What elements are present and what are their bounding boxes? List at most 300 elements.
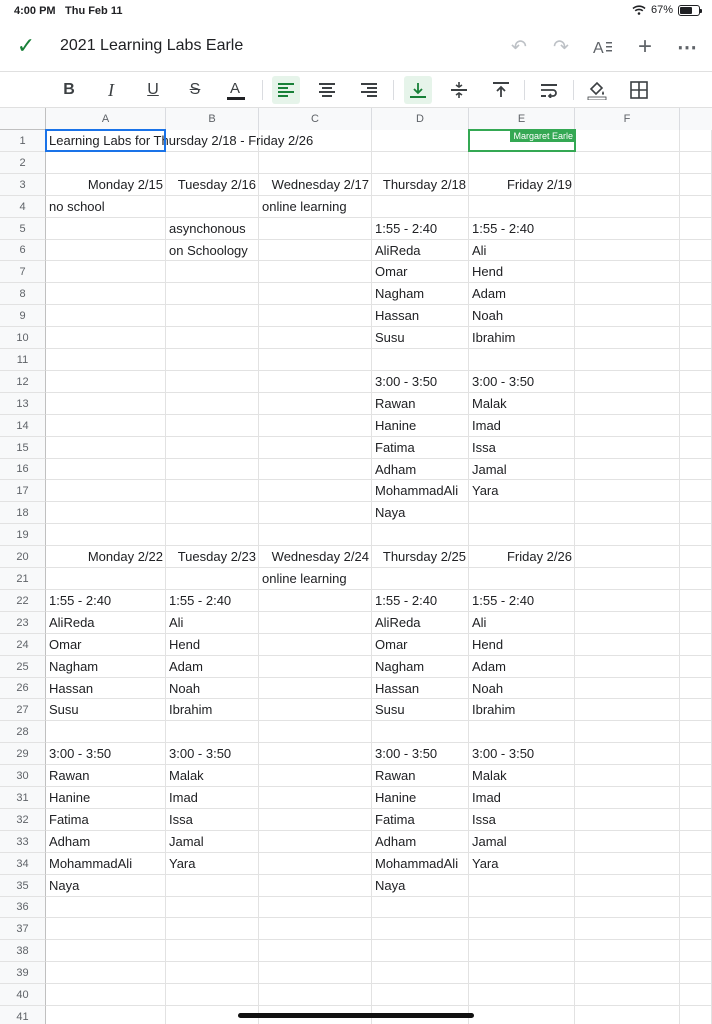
cell-text[interactable]: no school: [49, 199, 105, 214]
grid-cell[interactable]: [575, 831, 680, 853]
grid-cell[interactable]: [372, 984, 469, 1006]
grid-cell[interactable]: [166, 152, 259, 174]
cell-text[interactable]: MohammadAli: [375, 856, 459, 871]
grid-cell[interactable]: [680, 283, 712, 305]
cell-text[interactable]: Noah: [169, 681, 201, 696]
grid-cell[interactable]: [680, 196, 712, 218]
grid-cell[interactable]: [680, 765, 712, 787]
cell-text[interactable]: Naya: [375, 505, 406, 520]
cell-text[interactable]: Hassan: [49, 681, 94, 696]
grid-cell[interactable]: [46, 437, 166, 459]
grid-cell[interactable]: [46, 897, 166, 918]
grid-cell[interactable]: [575, 962, 680, 984]
grid-cell[interactable]: [166, 962, 259, 984]
undo-icon[interactable]: ↶: [511, 36, 527, 58]
grid-cell[interactable]: [259, 371, 372, 393]
grid-cell[interactable]: [575, 152, 680, 174]
row-header[interactable]: 13: [0, 393, 46, 415]
cell-text[interactable]: Issa: [472, 440, 496, 455]
cell-text[interactable]: Tuesday 2/16: [177, 177, 256, 192]
grid-cell[interactable]: [680, 502, 712, 524]
cell-text[interactable]: Friday 2/19: [506, 177, 572, 192]
cell-text[interactable]: 1:55 - 2:40: [375, 593, 438, 608]
wrap-text-icon[interactable]: [535, 76, 563, 104]
borders-icon[interactable]: [625, 76, 653, 104]
grid-cell[interactable]: [259, 393, 372, 415]
grid-cell[interactable]: [469, 524, 575, 546]
grid-cell[interactable]: [575, 459, 680, 480]
cell-text[interactable]: Hanine: [375, 418, 417, 433]
grid-cell[interactable]: [166, 568, 259, 590]
cell-text[interactable]: Omar: [49, 637, 82, 652]
cell-text[interactable]: 3:00 - 3:50: [472, 746, 535, 761]
grid-cell[interactable]: [46, 918, 166, 940]
row-header[interactable]: 25: [0, 656, 46, 678]
grid-cell[interactable]: [46, 524, 166, 546]
cell-text[interactable]: AliReda: [49, 615, 95, 630]
grid-cell[interactable]: [259, 875, 372, 897]
grid-cell[interactable]: [680, 327, 712, 349]
row-header[interactable]: 41: [0, 1006, 46, 1024]
cell-text[interactable]: Susu: [49, 702, 79, 717]
grid-cell[interactable]: [575, 918, 680, 940]
column-header-d[interactable]: D: [372, 108, 469, 130]
row-header[interactable]: 12: [0, 371, 46, 393]
grid-cell[interactable]: [680, 743, 712, 765]
grid-cell[interactable]: [575, 853, 680, 875]
cell-text[interactable]: Ibrahim: [472, 702, 516, 717]
grid-cell[interactable]: [46, 502, 166, 524]
row-header[interactable]: 34: [0, 853, 46, 875]
row-header[interactable]: 35: [0, 875, 46, 897]
grid-cell[interactable]: [166, 459, 259, 480]
spreadsheet-grid[interactable]: [0, 108, 712, 1024]
row-header[interactable]: 37: [0, 918, 46, 940]
cell-text[interactable]: Naya: [49, 878, 80, 893]
grid-cell[interactable]: [575, 568, 680, 590]
row-header[interactable]: 19: [0, 524, 46, 546]
grid-cell[interactable]: [575, 502, 680, 524]
grid-cell[interactable]: [259, 305, 372, 327]
grid-cell[interactable]: [680, 305, 712, 327]
grid-cell[interactable]: [259, 415, 372, 437]
column-header-a[interactable]: A: [46, 108, 166, 130]
row-header[interactable]: 40: [0, 984, 46, 1006]
grid-cell[interactable]: [46, 152, 166, 174]
grid-cell[interactable]: [259, 721, 372, 743]
grid-cell[interactable]: [259, 502, 372, 524]
grid-cell[interactable]: [680, 656, 712, 678]
grid-cell[interactable]: [469, 875, 575, 897]
grid-cell[interactable]: [259, 240, 372, 261]
row-header[interactable]: 26: [0, 678, 46, 699]
grid-cell[interactable]: [575, 240, 680, 261]
row-header[interactable]: 31: [0, 787, 46, 809]
cell-text[interactable]: Adam: [169, 659, 203, 674]
grid-cell[interactable]: [259, 283, 372, 305]
grid-cell[interactable]: [575, 940, 680, 962]
grid-cell[interactable]: [46, 371, 166, 393]
grid-cell[interactable]: [46, 327, 166, 349]
grid-cell[interactable]: [259, 634, 372, 656]
row-header[interactable]: 16: [0, 459, 46, 480]
grid-cell[interactable]: [259, 218, 372, 240]
grid-cell[interactable]: [469, 568, 575, 590]
select-all-corner[interactable]: [0, 108, 46, 130]
row-header[interactable]: 10: [0, 327, 46, 349]
grid-cell[interactable]: [680, 568, 712, 590]
row-header[interactable]: 2: [0, 152, 46, 174]
more-icon[interactable]: ⋯: [677, 36, 697, 59]
grid-cell[interactable]: [680, 240, 712, 261]
grid-cell[interactable]: [372, 918, 469, 940]
cell-text[interactable]: Fatima: [375, 812, 415, 827]
grid-cell[interactable]: [680, 853, 712, 875]
grid-cell[interactable]: [259, 480, 372, 502]
grid-cell[interactable]: [680, 174, 712, 196]
grid-cell[interactable]: [680, 480, 712, 502]
cell-text[interactable]: Wednesday 2/17: [271, 177, 369, 192]
grid-cell[interactable]: [575, 612, 680, 634]
grid-cell[interactable]: [680, 590, 712, 612]
row-header[interactable]: 39: [0, 962, 46, 984]
cell-text[interactable]: 3:00 - 3:50: [472, 374, 535, 389]
cell-text[interactable]: MohammadAli: [49, 856, 133, 871]
grid-cell[interactable]: [166, 897, 259, 918]
cell-text[interactable]: Jamal: [169, 834, 204, 849]
cell-text[interactable]: Ali: [472, 243, 487, 258]
grid-cell[interactable]: [680, 721, 712, 743]
grid-cell[interactable]: [166, 283, 259, 305]
valign-bottom-icon[interactable]: [404, 76, 432, 104]
grid-cell[interactable]: [259, 152, 372, 174]
cell-text[interactable]: Noah: [472, 308, 504, 323]
grid-cell[interactable]: [575, 678, 680, 699]
grid-cell[interactable]: [166, 721, 259, 743]
grid-cell[interactable]: [575, 480, 680, 502]
grid-cell[interactable]: [46, 984, 166, 1006]
grid-cell[interactable]: [575, 984, 680, 1006]
cell-text[interactable]: Thursday 2/25: [382, 549, 466, 564]
cell-text[interactable]: Imad: [472, 790, 501, 805]
grid-cell[interactable]: [259, 524, 372, 546]
cell-text[interactable]: Susu: [375, 330, 405, 345]
cell-text[interactable]: Fatima: [49, 812, 89, 827]
grid-cell[interactable]: [259, 678, 372, 699]
grid-cell[interactable]: [46, 568, 166, 590]
cell-text[interactable]: Nagham: [375, 659, 425, 674]
cell-text[interactable]: Hanine: [49, 790, 91, 805]
column-header-blank[interactable]: [680, 108, 712, 130]
row-header[interactable]: 9: [0, 305, 46, 327]
grid-cell[interactable]: [575, 349, 680, 371]
grid-cell[interactable]: [680, 787, 712, 809]
cell-text[interactable]: Issa: [169, 812, 193, 827]
grid-cell[interactable]: [469, 918, 575, 940]
grid-cell[interactable]: [166, 984, 259, 1006]
column-header-e[interactable]: E: [469, 108, 575, 130]
grid-cell[interactable]: [259, 327, 372, 349]
grid-cell[interactable]: [372, 349, 469, 371]
row-header[interactable]: 4: [0, 196, 46, 218]
cell-text[interactable]: Hassan: [375, 308, 420, 323]
grid-cell[interactable]: [166, 415, 259, 437]
grid-cell[interactable]: [575, 787, 680, 809]
grid-cell[interactable]: [680, 962, 712, 984]
cell-text[interactable]: Imad: [169, 790, 198, 805]
row-header[interactable]: 30: [0, 765, 46, 787]
grid-cell[interactable]: [680, 831, 712, 853]
grid-cell[interactable]: [469, 940, 575, 962]
cell-text[interactable]: Nagham: [375, 286, 425, 301]
grid-cell[interactable]: [575, 590, 680, 612]
grid-cell[interactable]: [575, 196, 680, 218]
cell-text[interactable]: 1:55 - 2:40: [472, 221, 535, 236]
row-header[interactable]: 11: [0, 349, 46, 371]
grid-cell[interactable]: [166, 502, 259, 524]
grid-cell[interactable]: [680, 261, 712, 283]
grid-cell[interactable]: [575, 130, 680, 152]
cell-text[interactable]: online learning: [262, 571, 347, 586]
grid-cell[interactable]: [680, 875, 712, 897]
grid-cell[interactable]: [259, 897, 372, 918]
grid-cell[interactable]: [259, 656, 372, 678]
cell-text[interactable]: Jamal: [472, 462, 507, 477]
grid-cell[interactable]: [469, 152, 575, 174]
cell-text[interactable]: Thursday 2/18: [382, 177, 466, 192]
cell-text[interactable]: Naya: [375, 878, 406, 893]
underline-icon[interactable]: U: [147, 81, 159, 98]
redo-icon[interactable]: ↷: [553, 36, 569, 58]
grid-cell[interactable]: [680, 678, 712, 699]
cell-text[interactable]: AliReda: [375, 615, 421, 630]
grid-cell[interactable]: [259, 918, 372, 940]
grid-cell[interactable]: [259, 984, 372, 1006]
cell-text[interactable]: Hend: [472, 637, 504, 652]
grid-cell[interactable]: [680, 634, 712, 656]
grid-cell[interactable]: [680, 459, 712, 480]
row-header[interactable]: 8: [0, 283, 46, 305]
grid-cell[interactable]: [575, 546, 680, 568]
bold-icon[interactable]: B: [63, 81, 75, 98]
grid-cell[interactable]: [166, 371, 259, 393]
grid-cell[interactable]: [680, 940, 712, 962]
row-header[interactable]: 17: [0, 480, 46, 502]
grid-cell[interactable]: [469, 962, 575, 984]
cell-text[interactable]: Noah: [472, 681, 504, 696]
grid-cell[interactable]: [166, 261, 259, 283]
grid-cell[interactable]: [46, 240, 166, 261]
grid-cell[interactable]: [259, 612, 372, 634]
cell-text[interactable]: Hassan: [375, 681, 420, 696]
row-header[interactable]: 15: [0, 437, 46, 459]
grid-cell[interactable]: [680, 130, 712, 152]
grid-cell[interactable]: [680, 218, 712, 240]
grid-cell[interactable]: [259, 590, 372, 612]
grid-cell[interactable]: [259, 809, 372, 831]
grid-cell[interactable]: [372, 568, 469, 590]
grid-cell[interactable]: [259, 349, 372, 371]
cell-text[interactable]: 1:55 - 2:40: [472, 593, 535, 608]
grid-cell[interactable]: [166, 305, 259, 327]
row-header[interactable]: 28: [0, 721, 46, 743]
grid-cell[interactable]: [575, 656, 680, 678]
done-check-icon[interactable]: ✓: [16, 33, 36, 58]
row-header[interactable]: 21: [0, 568, 46, 590]
grid-cell[interactable]: [46, 218, 166, 240]
cell-text[interactable]: AliReda: [375, 243, 421, 258]
grid-cell[interactable]: [680, 918, 712, 940]
cell-text[interactable]: asynchonous: [169, 221, 246, 236]
valign-top-icon[interactable]: [487, 76, 515, 104]
grid-cell[interactable]: [372, 940, 469, 962]
grid-cell[interactable]: [469, 984, 575, 1006]
cell-text[interactable]: 3:00 - 3:50: [375, 746, 438, 761]
row-header[interactable]: 22: [0, 590, 46, 612]
grid-cell[interactable]: [680, 809, 712, 831]
cell-text[interactable]: Wednesday 2/24: [271, 549, 369, 564]
grid-cell[interactable]: [575, 327, 680, 349]
row-header[interactable]: 20: [0, 546, 46, 568]
cell-text[interactable]: 1:55 - 2:40: [169, 593, 232, 608]
cell-text[interactable]: Fatima: [375, 440, 415, 455]
grid-cell[interactable]: [575, 897, 680, 918]
text-format-icon[interactable]: [588, 34, 618, 60]
grid-cell[interactable]: [469, 897, 575, 918]
column-header-c[interactable]: C: [259, 108, 372, 130]
grid-cell[interactable]: [575, 634, 680, 656]
strikethrough-icon[interactable]: S: [189, 81, 201, 98]
grid-cell[interactable]: [46, 940, 166, 962]
grid-cell[interactable]: [259, 853, 372, 875]
grid-cell[interactable]: [166, 480, 259, 502]
grid-cell[interactable]: [680, 612, 712, 634]
row-header[interactable]: 5: [0, 218, 46, 240]
grid-cell[interactable]: [46, 415, 166, 437]
grid-cell[interactable]: [680, 1006, 712, 1024]
row-header[interactable]: 6: [0, 240, 46, 261]
row-header[interactable]: 29: [0, 743, 46, 765]
grid-cell[interactable]: [680, 393, 712, 415]
cell-text[interactable]: 3:00 - 3:50: [49, 746, 112, 761]
grid-cell[interactable]: [372, 962, 469, 984]
grid-cell[interactable]: [575, 305, 680, 327]
grid-cell[interactable]: [46, 305, 166, 327]
row-header[interactable]: 23: [0, 612, 46, 634]
row-header[interactable]: 38: [0, 940, 46, 962]
grid-cell[interactable]: [575, 699, 680, 721]
grid-cell[interactable]: [46, 459, 166, 480]
grid-cell[interactable]: [46, 480, 166, 502]
valign-middle-icon[interactable]: [445, 76, 473, 104]
grid-cell[interactable]: [469, 502, 575, 524]
cell-text[interactable]: Hend: [472, 264, 504, 279]
grid-cell[interactable]: [46, 349, 166, 371]
cell-text[interactable]: Malak: [472, 396, 507, 411]
grid-cell[interactable]: [680, 546, 712, 568]
grid-cell[interactable]: [575, 809, 680, 831]
grid-cell[interactable]: [575, 393, 680, 415]
cell-text[interactable]: Learning Labs for Thursday 2/18 - Friday 2/26: [49, 133, 314, 148]
grid-cell[interactable]: [372, 524, 469, 546]
grid-cell[interactable]: [166, 393, 259, 415]
grid-cell[interactable]: [575, 1006, 680, 1024]
cell-text[interactable]: Monday 2/22: [87, 549, 163, 564]
grid-cell[interactable]: [680, 699, 712, 721]
grid-cell[interactable]: [575, 524, 680, 546]
row-header[interactable]: 32: [0, 809, 46, 831]
add-icon[interactable]: +: [637, 33, 652, 60]
row-header[interactable]: 3: [0, 174, 46, 196]
column-header-f[interactable]: F: [575, 108, 680, 130]
grid-cell[interactable]: [680, 349, 712, 371]
grid-cell[interactable]: [680, 152, 712, 174]
cell-text[interactable]: Adam: [472, 659, 506, 674]
cell-text[interactable]: Rawan: [375, 768, 416, 783]
grid-cell[interactable]: [259, 743, 372, 765]
cell-text[interactable]: Adham: [375, 834, 417, 849]
grid-cell[interactable]: [372, 196, 469, 218]
grid-cell[interactable]: [166, 437, 259, 459]
align-right-icon[interactable]: [355, 76, 383, 104]
grid-cell[interactable]: [259, 831, 372, 853]
cell-text[interactable]: Jamal: [472, 834, 507, 849]
grid-cell[interactable]: [46, 1006, 166, 1024]
row-header[interactable]: 14: [0, 415, 46, 437]
cell-text[interactable]: Ibrahim: [169, 702, 213, 717]
grid-cell[interactable]: [46, 261, 166, 283]
grid-cell[interactable]: [46, 393, 166, 415]
italic-icon[interactable]: I: [108, 79, 114, 100]
cell-text[interactable]: Adham: [49, 834, 91, 849]
cell-text[interactable]: 1:55 - 2:40: [49, 593, 112, 608]
cell-text[interactable]: Omar: [375, 637, 408, 652]
cell-text[interactable]: Tuesday 2/23: [177, 549, 256, 564]
cell-text[interactable]: Yara: [472, 483, 499, 498]
align-left-icon[interactable]: [272, 76, 300, 104]
cell-text[interactable]: Hanine: [375, 790, 417, 805]
cell-text[interactable]: Yara: [169, 856, 196, 871]
grid-cell[interactable]: [166, 940, 259, 962]
cell-text[interactable]: Nagham: [49, 659, 99, 674]
grid-cell[interactable]: [575, 875, 680, 897]
cell-text[interactable]: MohammadAli: [375, 483, 459, 498]
grid-cell[interactable]: [166, 524, 259, 546]
grid-cell[interactable]: [259, 261, 372, 283]
grid-cell[interactable]: [575, 765, 680, 787]
cell-text[interactable]: Ali: [472, 615, 487, 630]
cell-text[interactable]: Malak: [169, 768, 204, 783]
grid-cell[interactable]: [469, 349, 575, 371]
document-title[interactable]: 2021 Learning Labs Earle: [60, 37, 244, 54]
cell-text[interactable]: Yara: [472, 856, 499, 871]
grid-cell[interactable]: [575, 261, 680, 283]
column-header-b[interactable]: B: [166, 108, 259, 130]
grid-cell[interactable]: [575, 174, 680, 196]
grid-cell[interactable]: [166, 349, 259, 371]
cell-text[interactable]: Hend: [169, 637, 201, 652]
grid-cell[interactable]: [259, 962, 372, 984]
cell-text[interactable]: online learning: [262, 199, 347, 214]
cell-text[interactable]: Adam: [472, 286, 506, 301]
cell-text[interactable]: Ibrahim: [472, 330, 516, 345]
grid-cell[interactable]: [259, 437, 372, 459]
grid-cell[interactable]: [372, 152, 469, 174]
row-header[interactable]: 7: [0, 261, 46, 283]
grid-cell[interactable]: [680, 437, 712, 459]
grid-cell[interactable]: [680, 524, 712, 546]
cell-text[interactable]: Issa: [472, 812, 496, 827]
